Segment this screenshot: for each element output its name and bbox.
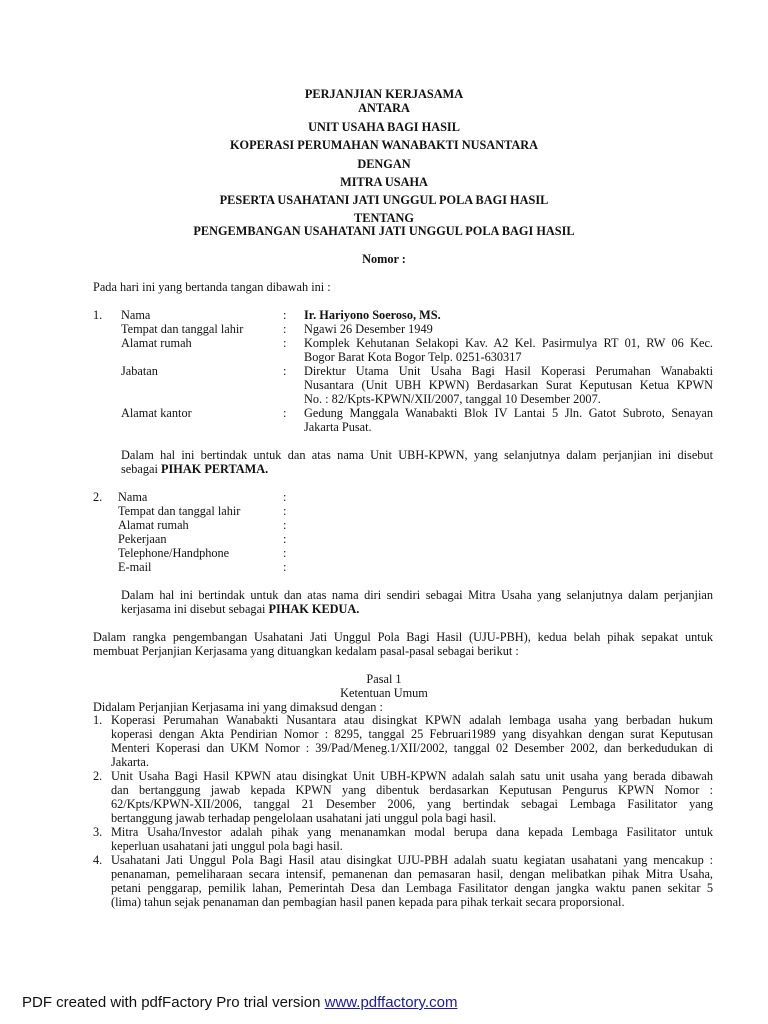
party1-colon: : <box>283 364 287 378</box>
party2-number: 2. <box>93 490 103 504</box>
party2-colon: : <box>283 546 287 560</box>
party2-statement-prefix: kerjasama ini disebut sebagai <box>121 602 269 616</box>
list-item-number: 2. <box>93 769 103 783</box>
list-item-line: petani penggarap, pemilik lahan, Pemerintah Desa dan Lembaga Fasilitator dengan jangka waktu panen sekitar 5 <box>111 881 713 895</box>
party2-colon: : <box>283 518 287 532</box>
party1-statement-line1: Dalam hal ini bertindak untuk dan atas nama Unit UBH-KPWN, yang selanjutnya dalam perjanjian ini disebut <box>121 448 713 462</box>
party1-value-jabatan-line1: Direktur Utama Unit Usaha Bagi Hasil Koperasi Perumahan Wanabakti <box>304 364 713 378</box>
intro-text: Pada hari ini yang bertanda tangan dibawah ini : <box>93 280 331 294</box>
rangka-line1: Dalam rangka pengembangan Usahatani Jati Unggul Pola Bagi Hasil (UJU-PBH), kedua belah pihak sepakat untuk <box>93 630 713 644</box>
list-item-line: Koperasi Perumahan Wanabakti Nusantara atau disingkat KPWN adalah lembaga usaha yang berbadan hukum <box>111 713 713 727</box>
party1-value-jabatan-line3: No. : 82/Kpts-KPWN/XII/2007, tanggal 10 Desember 2007. <box>304 392 601 406</box>
party1-field-nama: Nama <box>121 308 151 322</box>
party1-value-alamat-line2: Bogor Barat Kota Bogor Telp. 0251-630317 <box>304 350 522 364</box>
party1-field-ttl: Tempat dan tanggal lahir <box>121 322 244 336</box>
party1-colon: : <box>283 336 287 350</box>
title-line-1: PERJANJIAN KERJASAMA <box>304 87 464 101</box>
footer-text: PDF created with pdfFactory Pro trial version <box>22 994 325 1011</box>
title-line-3: UNIT USAHA BAGI HASIL <box>308 120 460 134</box>
party1-field-alamat: Alamat rumah <box>121 336 192 350</box>
title-line-2: ANTARA <box>358 101 410 115</box>
party1-value-alamat-line1: Komplek Kehutanan Selakopi Kav. A2 Kel. Pasirmulya RT 01, RW 06 Kec. <box>304 336 713 350</box>
party1-value-ttl: Ngawi 26 Desember 1949 <box>304 322 433 336</box>
party2-designation: PIHAK KEDUA. <box>268 602 360 616</box>
party1-value-nama: Ir. Hariyono Soeroso, MS. <box>304 308 441 322</box>
list-item-line: dan bertanggung jawab kepada KPWN yang dibentuk berdasarkan Keputusan Pengurus KPWN Nomor : <box>111 783 713 797</box>
pasal1-title: Pasal 1 <box>366 672 402 686</box>
party1-value-jabatan-line2: Nusantara (Unit UBH KPWN) Berdasarkan Surat Keputusan Ketua KPWN <box>304 378 713 392</box>
title-line-7: PESERTA USAHATANI JATI UNGGUL POLA BAGI HASIL <box>219 193 549 207</box>
list-item-number: 4. <box>93 853 103 867</box>
party2-field-ttl: Tempat dan tanggal lahir <box>118 504 241 518</box>
pdffactory-footer <box>22 994 457 1011</box>
list-item-line: koperasi dengan Akta Pendirian Nomor : 8295, tanggal 25 Februari1989 yang disyahkan dengan surat Keputusan <box>111 727 713 741</box>
pasal1-subtitle: Ketentuan Umum <box>340 686 428 700</box>
party2-field-email: E-mail <box>118 560 152 574</box>
list-item-line: Usahatani Jati Unggul Pola Bagi Hasil atau disingkat UJU-PBH adalah suatu kegiatan usahatani yang mencakup : <box>111 853 713 867</box>
party1-value-kantor-line2: Jakarta Pusat. <box>304 420 372 434</box>
party1-designation: PIHAK PERTAMA. <box>160 462 269 476</box>
list-item-line: Menteri Koperasi dan UKM Nomor : 39/Pad/Meneg.1/XII/2002, tanggal 02 Desember 2002, dan berkedudukan di <box>111 741 713 755</box>
party1-number: 1. <box>93 308 103 322</box>
rangka-line2: membuat Perjanjian Kerjasama yang dituangkan kedalam pasal-pasal sebagai berikut : <box>93 644 519 658</box>
party2-statement-line2 <box>121 602 359 616</box>
list-item-line: Jakarta. <box>111 755 149 769</box>
party1-value-kantor-line1: Gedung Manggala Wanabakti Blok IV Lantai 5 Jln. Gatot Subroto, Senayan <box>304 406 713 420</box>
party1-colon: : <box>283 322 287 336</box>
party1-colon: : <box>283 406 287 420</box>
list-item-number: 1. <box>93 713 103 727</box>
title-line-8: TENTANG <box>354 211 414 225</box>
party1-statement-line2 <box>121 462 268 476</box>
list-item-number: 3. <box>93 825 103 839</box>
party2-field-nama: Nama <box>118 490 148 504</box>
list-item-line: penanaman, pemeliharaan secara intensif, pemanenan dan pemasaran hasil, dengan melibatkan pihak Mitra Usaha, <box>111 867 713 881</box>
list-item-line: 62/Kpts/KPWN-XII/2006, tanggal 21 Desember 2006, yang bertindak sebagai Lembaga Fasilitator yang <box>111 797 713 811</box>
list-item-line: Unit Usaha Bagi Hasil KPWN atau disingkat Unit UBH-KPWN adalah salah satu unit usaha yang berada dibawah <box>111 769 713 783</box>
list-item-line: (lima) tahun sejak penanaman dan pembagian hasil panen kepada para pihak terkait secara proporsional. <box>111 895 625 909</box>
title-line-5: DENGAN <box>357 157 411 171</box>
list-item-line: Mitra Usaha/Investor adalah pihak yang menanamkan modal berupa dana kepada Lembaga Fasilitator untuk <box>111 825 713 839</box>
party2-colon: : <box>283 560 287 574</box>
party1-field-kantor: Alamat kantor <box>121 406 192 420</box>
title-line-6: MITRA USAHA <box>340 175 428 189</box>
nomor-label: Nomor : <box>362 252 406 266</box>
party1-field-jabatan: Jabatan <box>121 364 158 378</box>
party2-field-alamat: Alamat rumah <box>118 518 189 532</box>
title-line-4: KOPERASI PERUMAHAN WANABAKTI NUSANTARA <box>229 138 539 152</box>
party2-statement-line1: Dalam hal ini bertindak untuk dan atas nama diri sendiri sebagai Mitra Usaha yang selanjutnya dalam perjanjian <box>121 588 713 602</box>
title-line-9: PENGEMBANGAN USAHATANI JATI UNGGUL POLA BAGI HASIL <box>193 224 575 238</box>
party2-colon: : <box>283 504 287 518</box>
party2-colon: : <box>283 532 287 546</box>
list-item-line: keperluan usahatani jati unggul pola bagi hasil. <box>111 839 343 853</box>
party2-colon: : <box>283 490 287 504</box>
pasal1-lead: Didalam Perjanjian Kerjasama ini yang dimaksud dengan : <box>93 700 383 714</box>
party1-colon: : <box>283 308 287 322</box>
list-item-line: bertanggung jawab terhadap pengelolaan usahatani jati unggul pola bagi hasil. <box>111 811 497 825</box>
party2-field-telp: Telephone/Handphone <box>118 546 230 560</box>
party2-field-pekerjaan: Pekerjaan <box>118 532 167 546</box>
party1-statement-prefix: sebagai <box>121 462 161 476</box>
pdffactory-link[interactable]: www.pdffactory.com <box>324 994 458 1011</box>
